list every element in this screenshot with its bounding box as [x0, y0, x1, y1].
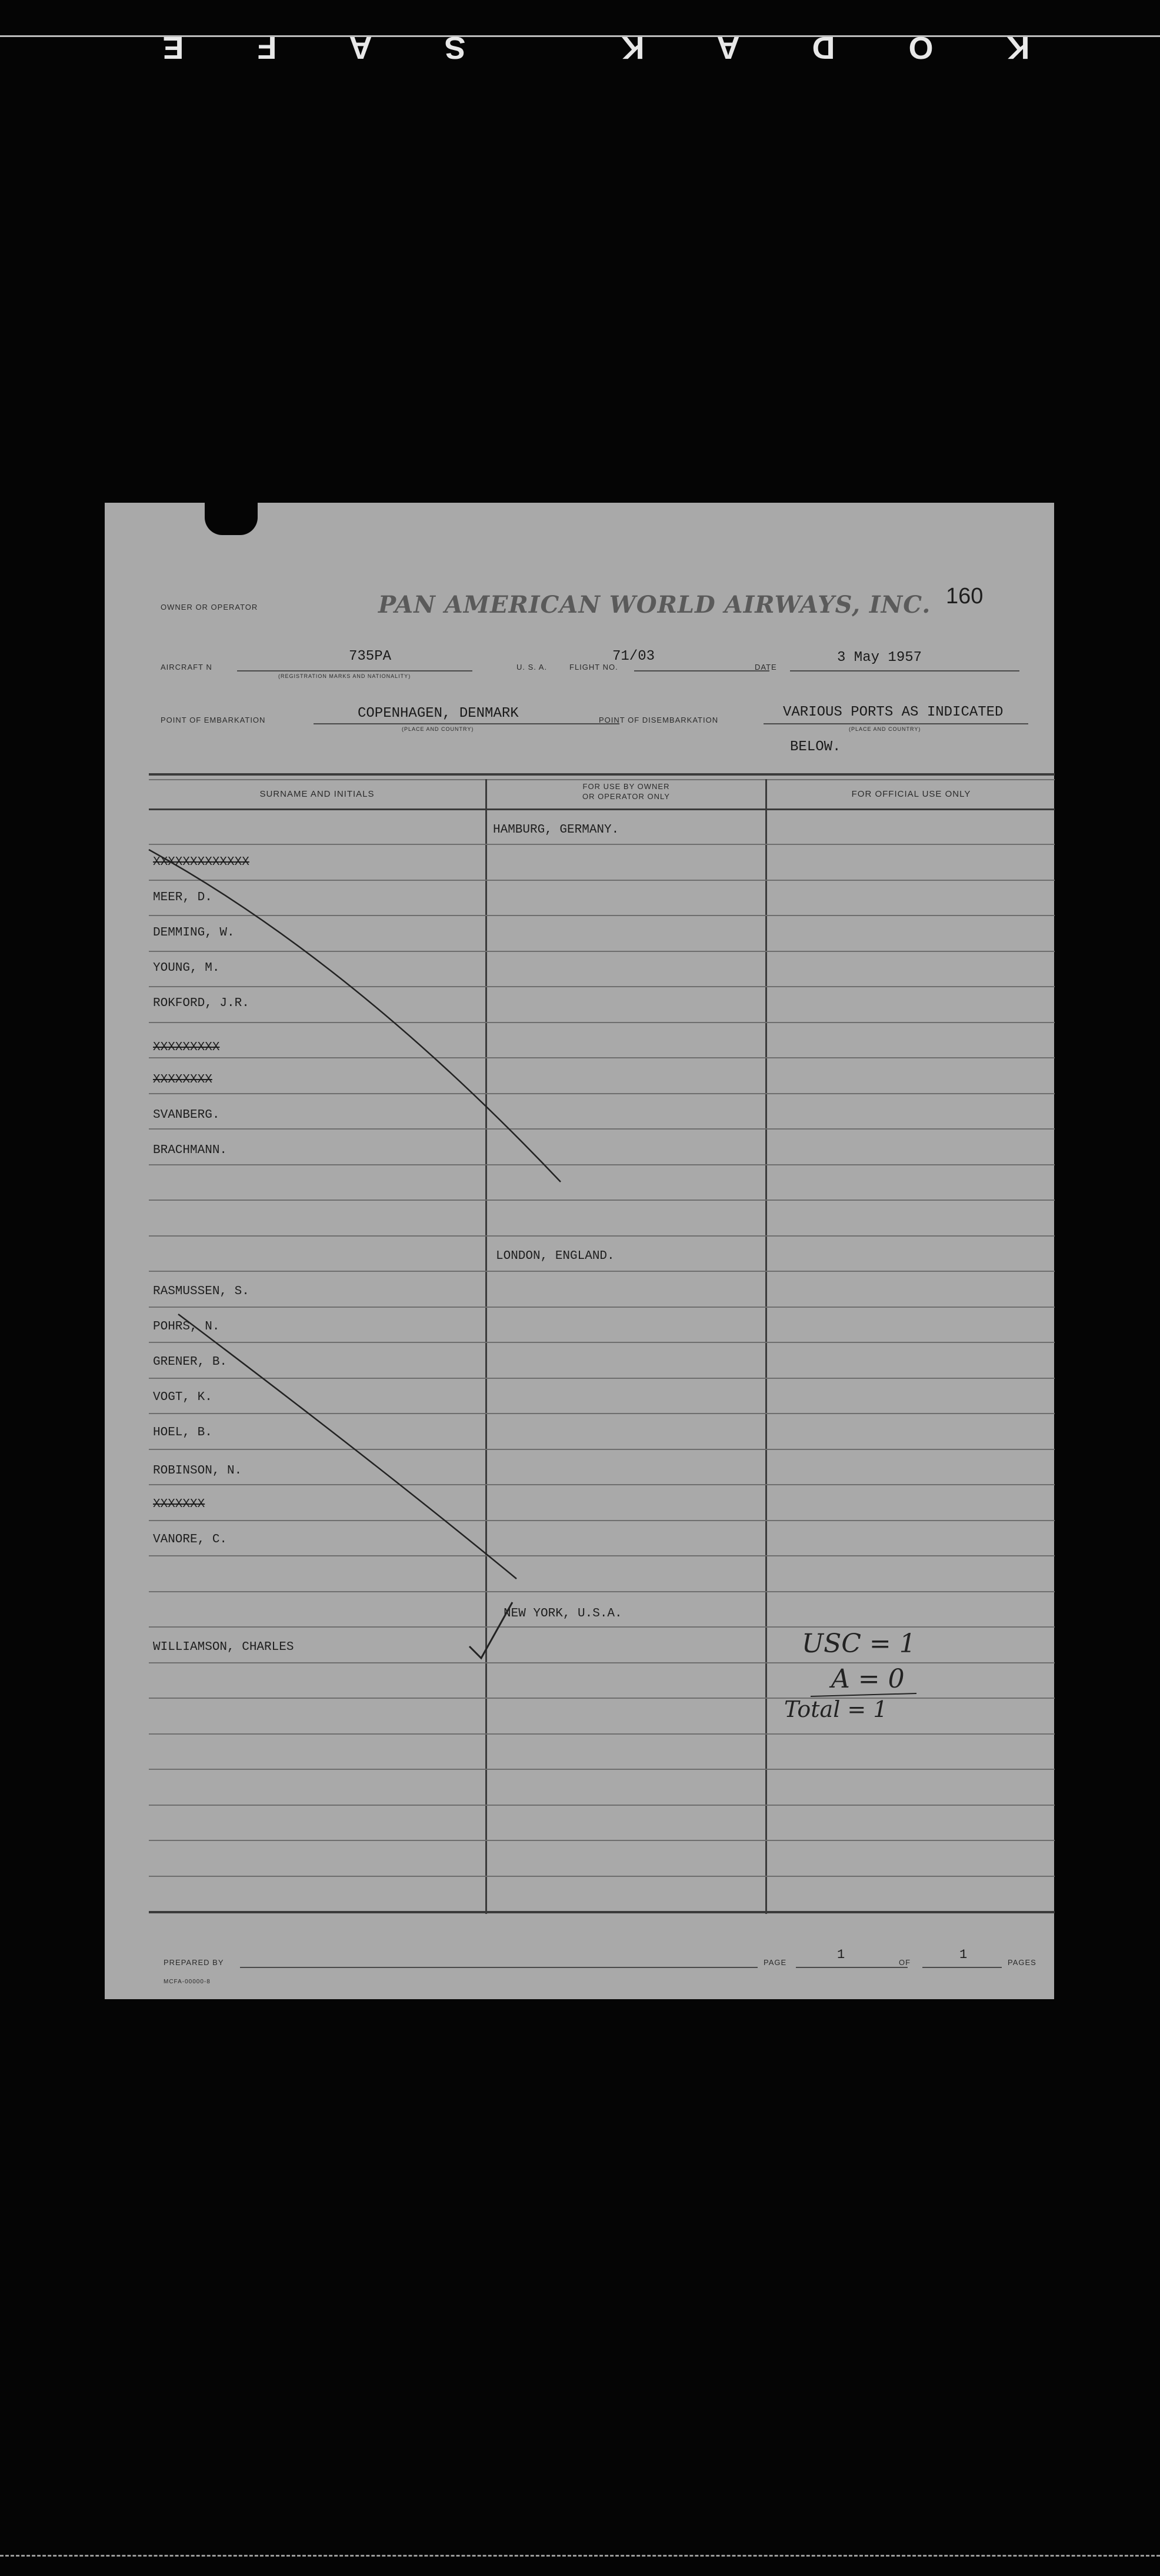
official-note-a: A = 0 — [831, 1664, 905, 1694]
passenger-name: ROKFORD, J.R. — [153, 997, 249, 1010]
passenger-name: MEER, D. — [153, 891, 212, 904]
passenger-name: RASMUSSEN, S. — [153, 1285, 249, 1298]
passenger-name: DEMMING, W. — [153, 926, 235, 940]
film-bottom-edge — [0, 2555, 1160, 2562]
passenger-name: XXXXXXXXXXXXX — [153, 856, 249, 869]
passenger-name: YOUNG, M. — [153, 961, 220, 975]
registration-caption: (REGISTRATION MARKS AND NATIONALITY) — [278, 673, 411, 679]
manifest-document — [105, 503, 1054, 1999]
prepared-by-label: PREPARED BY — [164, 1958, 224, 1967]
check-mark — [469, 1602, 512, 1658]
passenger-name: GRENER, B. — [153, 1355, 228, 1369]
table-bottom-rule — [149, 1911, 1055, 1913]
aircraft-label: AIRCRAFT N — [161, 663, 212, 671]
disembarkation-label: POINT OF DISEMBARKATION — [599, 716, 719, 724]
of-label: OF — [899, 1958, 911, 1967]
disembarkation-value: VARIOUS PORTS AS INDICATED — [783, 704, 1004, 720]
col-surname-header: SURNAME AND INITIALS — [259, 789, 375, 799]
official-note-total: Total = 1 — [784, 1696, 888, 1722]
aircraft-value: 735PA — [349, 649, 392, 664]
embarkation-label: POINT OF EMBARKATION — [161, 716, 266, 724]
page-value: 1 — [837, 1947, 845, 1962]
date-label: DATE — [755, 663, 777, 671]
destination-hamburg: HAMBURG, GERMANY. — [493, 823, 619, 837]
passenger-name: XXXXXXXXX — [153, 1041, 220, 1054]
destination-london: LONDON, ENGLAND. — [496, 1249, 615, 1263]
embarkation-value: COPENHAGEN, DENMARK — [358, 706, 519, 721]
of-underline — [922, 1967, 1002, 1968]
of-value: 1 — [959, 1947, 968, 1962]
page-label: PAGE — [764, 1958, 787, 1967]
page-number: 160 — [946, 584, 984, 609]
form-number: MCFA-00000-8 — [164, 1979, 211, 1985]
diagonal-strike-1 — [149, 850, 561, 1182]
disembarkation-value-2: BELOW. — [790, 739, 841, 755]
passenger-name: XXXXXXX — [153, 1498, 205, 1511]
passenger-name: XXXXXXXX — [153, 1073, 212, 1087]
passenger-name: ROBINSON, N. — [153, 1464, 242, 1478]
prepared-by-underline — [240, 1967, 758, 1968]
disembarkation-caption: (PLACE AND COUNTRY) — [849, 726, 921, 732]
passenger-name: SVANBERG. — [153, 1108, 220, 1122]
passenger-name: BRACHMANN. — [153, 1144, 228, 1157]
owner-label: OWNER OR OPERATOR — [161, 603, 258, 612]
official-note-usc: USC = 1 — [802, 1629, 916, 1659]
col-owner-header-2: OR OPERATOR ONLY — [582, 792, 670, 801]
flight-label: FLIGHT NO. — [569, 663, 618, 671]
embarkation-caption: (PLACE AND COUNTRY) — [402, 726, 474, 732]
diagonal-strike-2 — [178, 1314, 516, 1579]
destination-new-york: NEW YORK, U.S.A. — [504, 1607, 622, 1621]
col-official-header: FOR OFFICIAL USE ONLY — [851, 789, 971, 799]
flight-value: 71/03 — [612, 649, 655, 664]
date-value: 3 May 1957 — [837, 650, 922, 666]
company-name: PAN AMERICAN WORLD AIRWAYS, INC. — [378, 591, 931, 619]
passenger-name: HOEL, B. — [153, 1426, 212, 1439]
pages-label: PAGES — [1008, 1958, 1036, 1967]
passenger-name: VANORE, C. — [153, 1533, 228, 1546]
underline-mark — [811, 1693, 916, 1696]
film-edge-text: K O D A K S A F E — [130, 30, 1030, 65]
passenger-name: VOGT, K. — [153, 1391, 212, 1404]
pen-strokes — [105, 503, 1054, 1999]
col-owner-header-1: FOR USE BY OWNER — [582, 782, 670, 791]
page-underline — [796, 1967, 908, 1968]
passenger-name: WILLIAMSON, CHARLES — [153, 1641, 294, 1654]
passenger-name: POHRS, N. — [153, 1320, 220, 1334]
usa-label: U. S. A. — [516, 663, 548, 671]
